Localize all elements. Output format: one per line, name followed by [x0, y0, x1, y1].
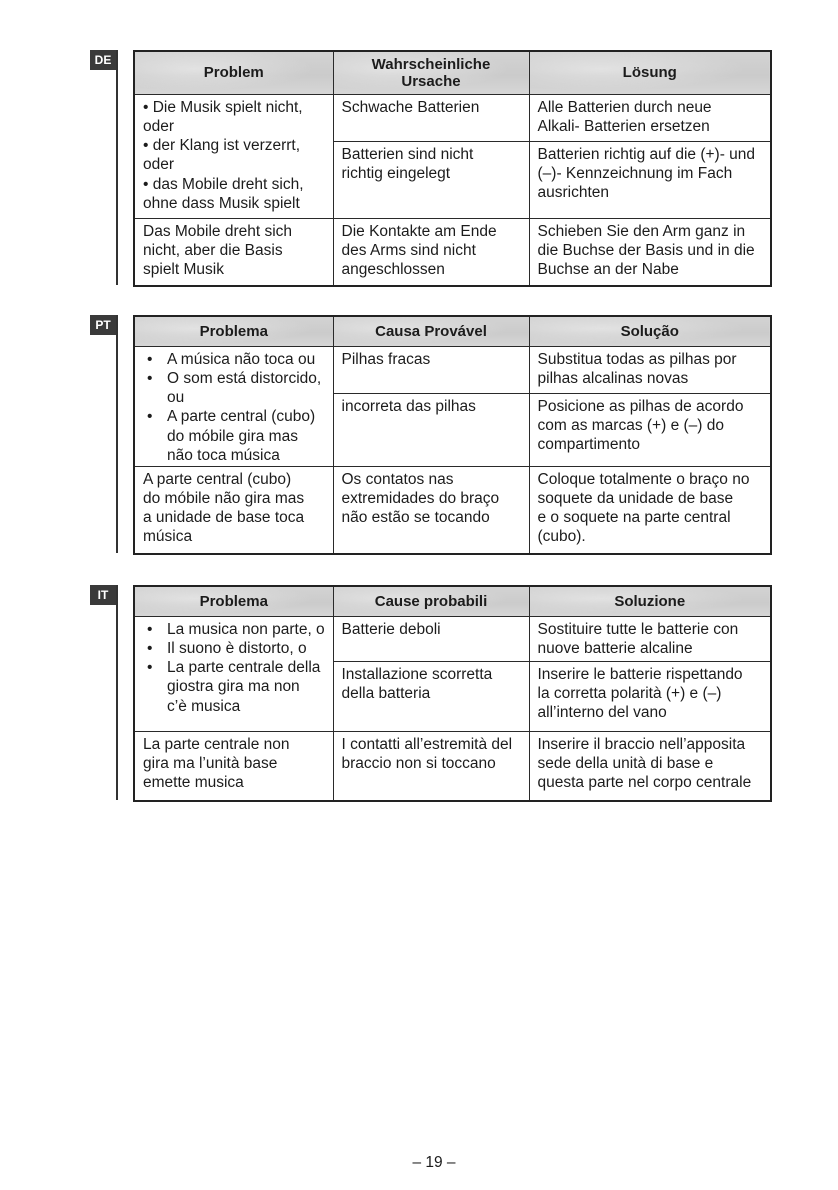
header-problem	[134, 586, 333, 616]
cell-line: com as marcas (+) e (–) do	[537, 416, 724, 434]
section-rule	[116, 50, 118, 285]
header-cause	[333, 586, 529, 616]
troubleshooting-table	[133, 315, 772, 555]
header-solution-label: Solução	[620, 322, 679, 340]
troubleshooting-table	[133, 50, 772, 287]
cell-line: Schwache Batterien	[341, 98, 480, 116]
cell-line: Das Mobile dreht sich	[143, 222, 293, 240]
cell-line: nuove batterie alcaline	[537, 639, 693, 657]
cell-line: Batterien sind nicht	[341, 145, 474, 163]
cell-line: braccio non si toccano	[341, 754, 496, 772]
cell-line: des Arms sind nicht	[341, 241, 476, 259]
cell-line: Batterien richtig auf die (+)- und	[537, 145, 756, 163]
header-solution	[529, 316, 771, 346]
cell-line: Inserire il braccio nell’apposita	[537, 735, 746, 753]
cell-line: Buchse an der Nabe	[537, 261, 679, 279]
cell-line: • das Mobile dreht sich,	[143, 175, 304, 193]
cell-line: Schieben Sie den Arm ganz in	[537, 222, 746, 240]
header-cause	[333, 316, 529, 346]
language-tag: IT	[90, 585, 116, 605]
solution-cell	[529, 731, 771, 801]
problem-cell	[134, 731, 333, 801]
problem-cell	[134, 218, 333, 286]
problem-cell	[134, 466, 333, 554]
cell-line: La musica non parte, o	[167, 620, 325, 638]
header-solution	[529, 586, 771, 616]
header-solution	[529, 51, 771, 94]
cell-line: A parte central (cubo)	[167, 408, 316, 426]
table-row	[134, 466, 771, 554]
problem-cell	[134, 616, 333, 731]
solution-cell	[529, 661, 771, 731]
header-row	[134, 316, 771, 346]
cause-cell	[333, 393, 529, 466]
cell-line: (–)- Kennzeichnung im Fach	[537, 164, 733, 182]
cell-line: die Buchse der Basis und in die	[537, 241, 755, 259]
cell-line: oder	[143, 156, 175, 174]
header-cause-label: Causa Provável	[375, 322, 487, 340]
header-row	[134, 51, 771, 94]
cell-line: Die Kontakte am Ende	[341, 222, 497, 240]
header-problem	[134, 316, 333, 346]
cell-line: (cubo).	[537, 528, 586, 546]
language-tag: PT	[90, 315, 116, 335]
table-row	[134, 616, 771, 661]
cell-line: • der Klang ist verzerrt,	[143, 137, 301, 155]
list-bullet: •	[147, 659, 153, 677]
table-row	[134, 346, 771, 393]
header-cause-label: Cause probabili	[374, 592, 488, 610]
table-row	[134, 218, 771, 286]
cell-line: • Die Musik spielt nicht,	[143, 98, 303, 116]
cell-line: Pilhas fracas	[341, 350, 431, 368]
troubleshooting-table	[133, 585, 772, 802]
header-row	[134, 586, 771, 616]
cause-cell	[333, 616, 529, 661]
list-item-text	[167, 620, 325, 639]
cell-line: Batterie deboli	[341, 620, 441, 638]
cell-line: extremidades do braço	[341, 489, 500, 507]
cause-cell	[333, 731, 529, 801]
section-rule	[116, 315, 118, 553]
list-bullet: •	[147, 350, 153, 368]
cell-line: Coloque totalmente o braço no	[537, 470, 750, 488]
cell-line: do móbile gira mas	[167, 427, 298, 445]
cell-line: não toca música	[167, 446, 280, 464]
cell-line: Inserire le batterie rispettando	[537, 665, 743, 683]
header-problem	[134, 51, 333, 94]
cell-line: Alkali- Batterien ersetzen	[537, 117, 710, 135]
cell-line: richtig eingelegt	[341, 164, 451, 182]
cell-line: la corretta polarità (+) e (–)	[537, 684, 722, 702]
cell-line: compartimento	[537, 436, 641, 454]
list-item-text	[167, 369, 321, 408]
cell-line: do móbile não gira mas	[143, 489, 305, 507]
cell-line: oder	[143, 117, 175, 135]
list-item-text	[167, 639, 307, 658]
solution-cell	[529, 94, 771, 141]
list-bullet: •	[147, 620, 153, 638]
list-item-text	[167, 407, 315, 465]
cell-line: spielt Musik	[143, 261, 224, 279]
cell-line: Il suono è distorto, o	[167, 639, 307, 657]
cell-line: nicht, aber die Basis	[143, 241, 283, 259]
cell-line: ohne dass Musik spielt	[143, 194, 300, 212]
header-cause	[333, 51, 529, 94]
table-row	[134, 731, 771, 801]
cause-cell	[333, 94, 529, 141]
header-problem-label: Problema	[199, 322, 268, 340]
solution-cell	[529, 466, 771, 554]
page-number: – 19 –	[412, 1154, 456, 1171]
header-problem-label: Problema	[199, 592, 268, 610]
header-problem-label: Problem	[203, 64, 264, 82]
cell-line: A parte central (cubo)	[143, 470, 292, 488]
list-bullet: •	[147, 408, 153, 426]
cell-line: música	[143, 528, 193, 546]
list-item-text	[167, 658, 320, 716]
solution-cell	[529, 218, 771, 286]
solution-cell	[529, 141, 771, 218]
header-solution-label: Lösung	[622, 64, 677, 82]
cause-cell	[333, 346, 529, 393]
cause-cell	[333, 218, 529, 286]
cell-line: sede della unità di base e	[537, 754, 714, 772]
solution-cell	[529, 393, 771, 466]
cell-line: giostra gira ma non	[167, 678, 300, 696]
solution-cell	[529, 346, 771, 393]
cell-line: Installazione scorretta	[341, 665, 493, 683]
cell-line: a unidade de base toca	[143, 509, 305, 527]
cell-line: emette musica	[143, 774, 244, 792]
cell-line: questa parte nel corpo centrale	[537, 774, 752, 792]
cell-line: Os contatos nas	[341, 470, 454, 488]
cause-cell	[333, 141, 529, 218]
cell-line: Sostituire tutte le batterie con	[537, 620, 739, 638]
language-tag: DE	[90, 50, 116, 70]
list-bullet: •	[147, 639, 153, 657]
cell-line: all’interno del vano	[537, 704, 667, 722]
cause-cell	[333, 466, 529, 554]
cell-line: Posicione as pilhas de acordo	[537, 397, 744, 415]
list-item-text	[167, 350, 315, 369]
header-solution-label: Soluzione	[614, 592, 686, 610]
list-item	[143, 407, 329, 465]
list-item	[143, 620, 329, 639]
solution-cell	[529, 616, 771, 661]
cell-line: Alle Batterien durch neue	[537, 98, 712, 116]
cell-line: angeschlossen	[341, 261, 445, 279]
cell-line: gira ma l’unità base	[143, 754, 278, 772]
cell-line: não estão se tocando	[341, 509, 490, 527]
cause-cell	[333, 661, 529, 731]
cell-line: ou	[167, 389, 185, 407]
cell-line: pilhas alcalinas novas	[537, 369, 689, 387]
list-item	[143, 369, 329, 408]
cell-line: La parte centrale non	[143, 735, 290, 753]
cell-line: Substitua todas as pilhas por	[537, 350, 737, 368]
list-item	[143, 350, 329, 369]
cell-line: O som está distorcido,	[167, 369, 322, 387]
table-row	[134, 94, 771, 141]
cell-line: La parte centrale della	[167, 659, 321, 677]
cell-line: A música não toca ou	[167, 350, 316, 368]
cell-line: I contatti all’estremità del	[341, 735, 513, 753]
cell-line: ausrichten	[537, 184, 610, 202]
cell-line: e o soquete na parte central	[537, 509, 731, 527]
cell-line: incorreta das pilhas	[341, 397, 476, 415]
cell-line: c’è musica	[167, 697, 241, 715]
header-cause-label: Wahrscheinliche Ursache	[371, 55, 491, 90]
cell-line: soquete da unidade de base	[537, 489, 734, 507]
cell-line: della batteria	[341, 684, 431, 702]
list-item	[143, 639, 329, 658]
list-bullet: •	[147, 369, 153, 387]
problem-cell	[134, 94, 333, 218]
problem-cell	[134, 346, 333, 466]
section-rule	[116, 585, 118, 800]
list-item	[143, 658, 329, 716]
